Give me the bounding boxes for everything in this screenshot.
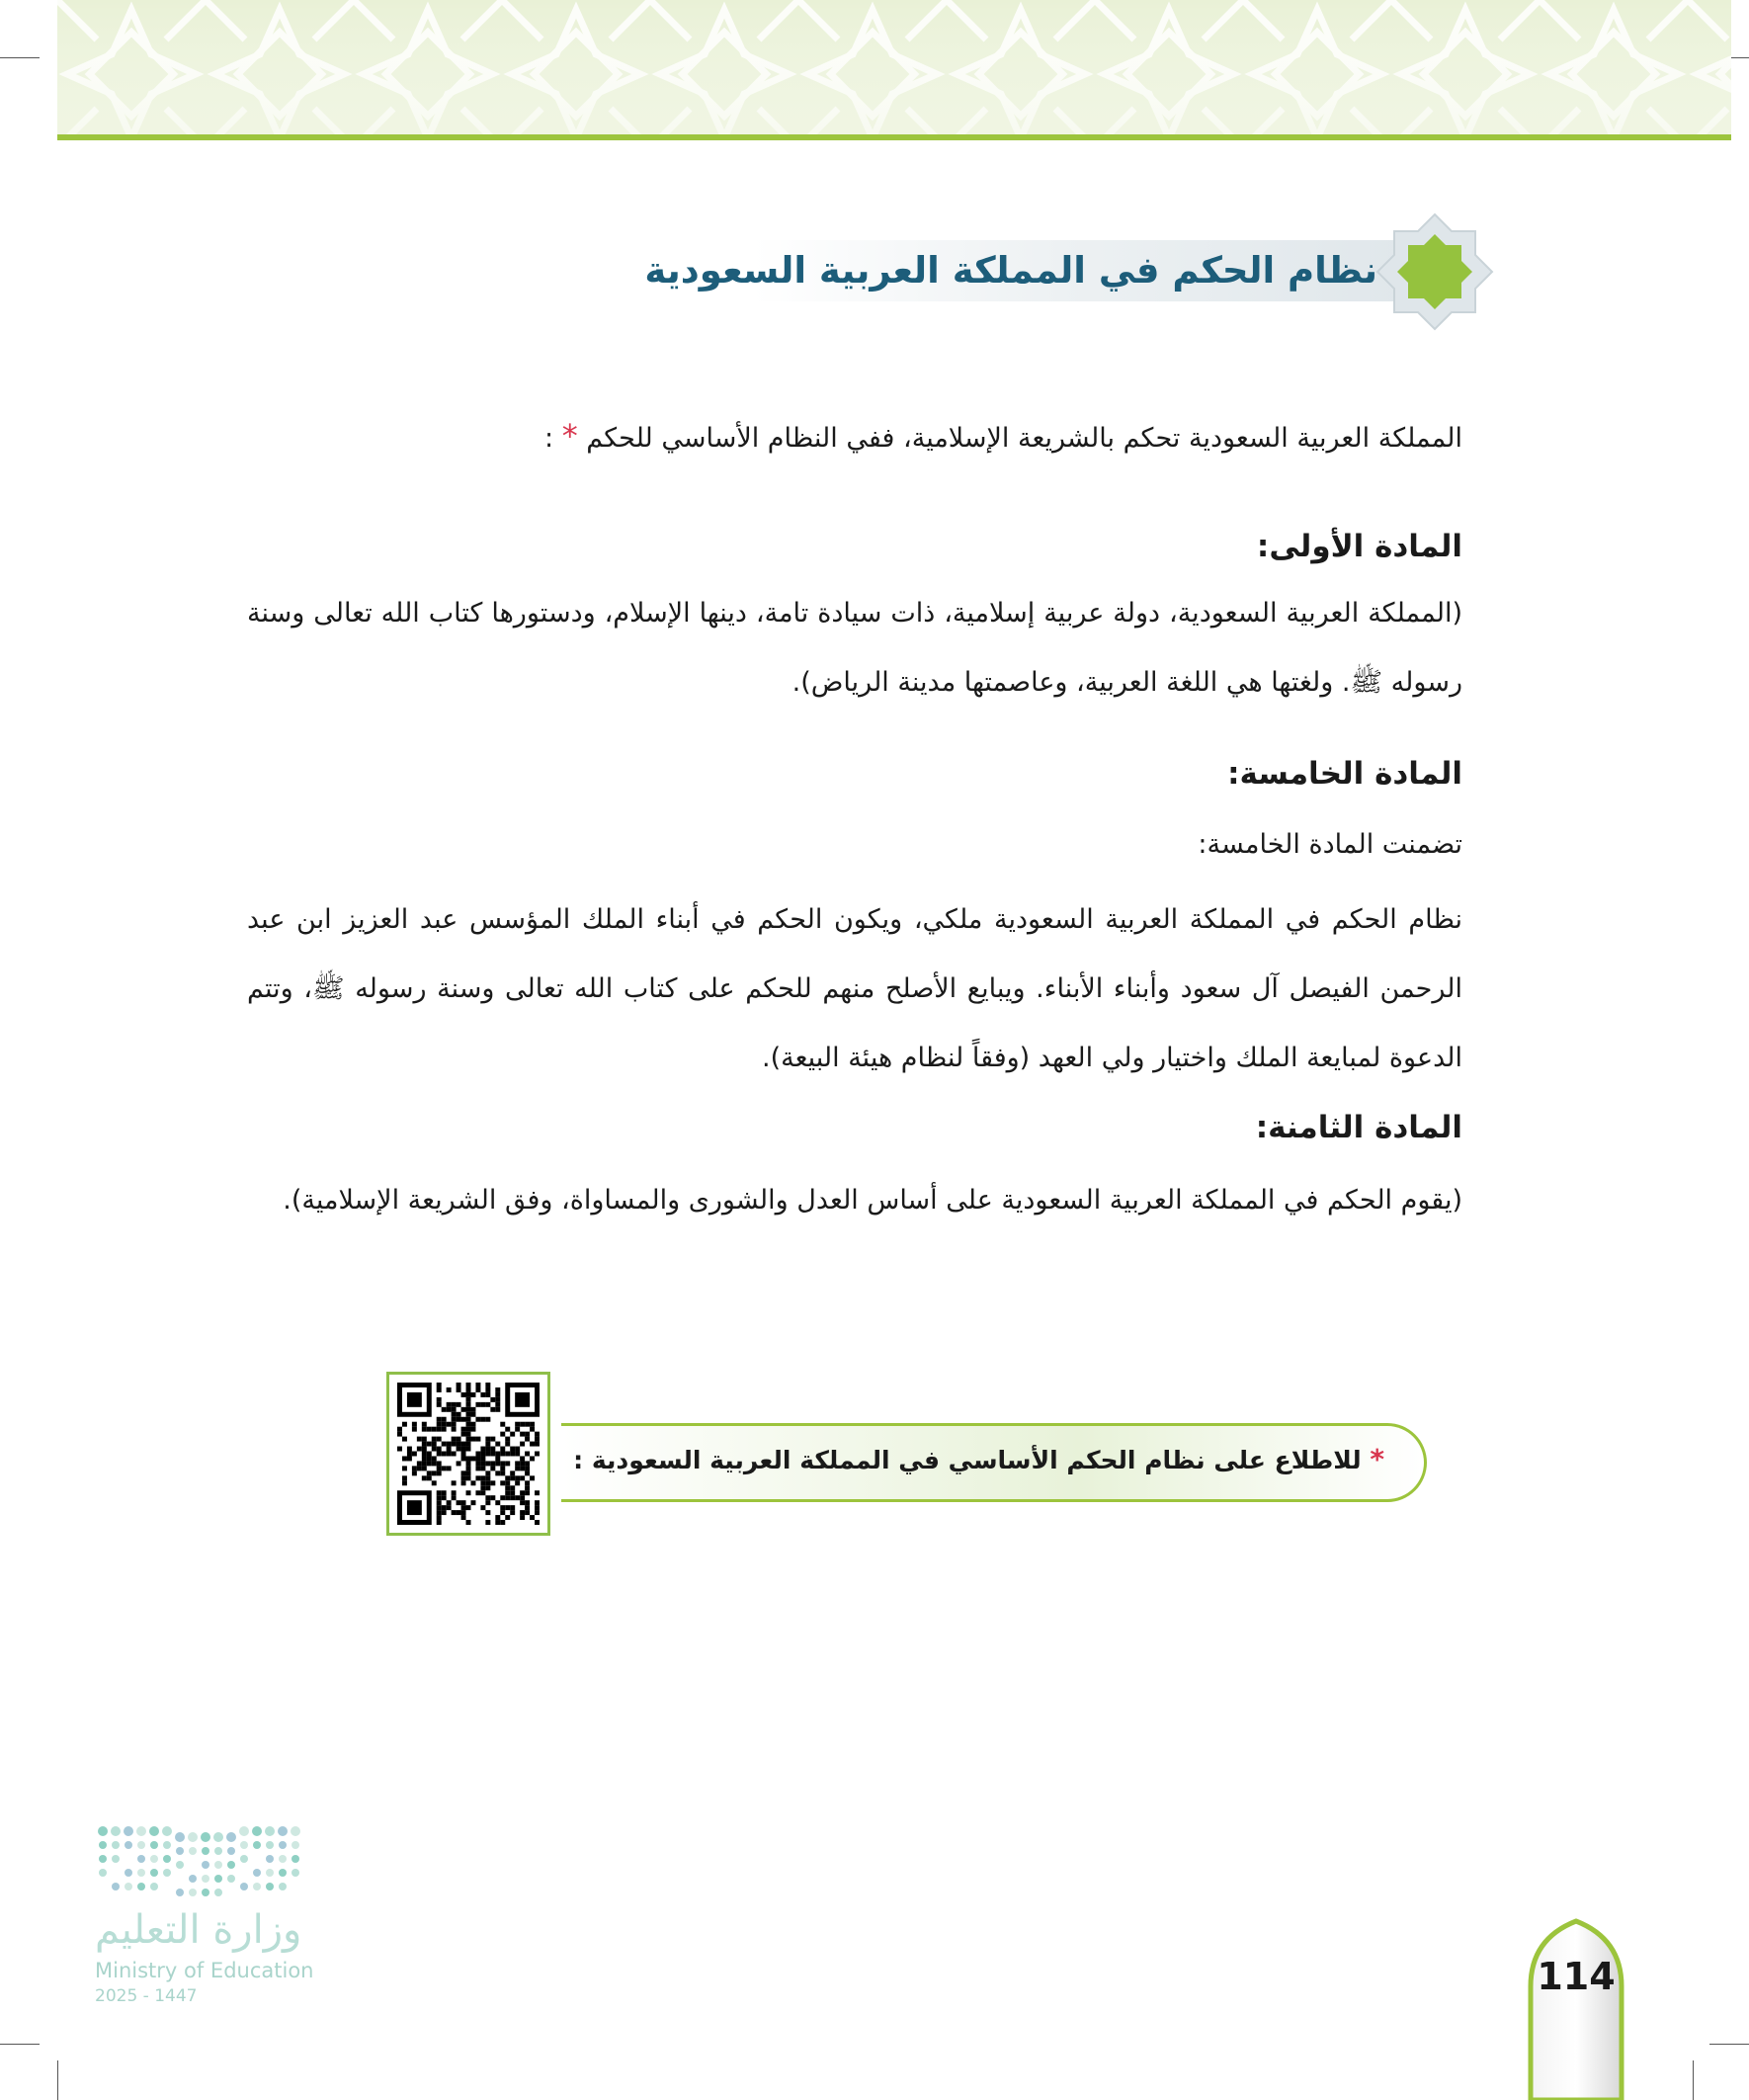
note-text xyxy=(573,1443,1384,1475)
octagram-star-icon xyxy=(1375,212,1494,331)
header-divider xyxy=(57,134,1731,140)
article-body-first: (المملكة العربية السعودية، دولة عربية إسلامية، ذات سيادة تامة، دينها الإسلام، ودستورها كتاب الله تعالى وسنة رسوله ﷺ. ولغتها هي اللغة العربية، وعاصمتها مدينة الرياض). xyxy=(247,598,1462,698)
note-asterisk: * xyxy=(1370,1443,1384,1475)
asterisk-footnote-marker: * xyxy=(561,417,578,455)
header-pattern-band xyxy=(57,0,1731,136)
crop-mark xyxy=(1709,2044,1749,2045)
ministry-logo-icon xyxy=(95,1823,312,1902)
edition-year: 2025 - 1447 xyxy=(95,1986,198,2006)
qr-code[interactable] xyxy=(386,1372,550,1536)
article-heading-fifth: المادة الخامسة: xyxy=(1227,756,1462,792)
page-title: نظام الحكم في المملكة العربية السعودية xyxy=(644,249,1377,292)
geometric-pattern-icon xyxy=(57,0,1731,136)
intro-colon: : xyxy=(543,423,554,454)
intro-text: المملكة العربية السعودية تحكم بالشريعة الإسلامية، ففي النظام الأساسي للحكم xyxy=(586,423,1462,454)
crop-mark xyxy=(0,57,40,58)
ministry-name-english: Ministry of Education xyxy=(95,1959,314,1982)
article-heading-first: المادة الأولى: xyxy=(1256,529,1462,564)
page-number-tab xyxy=(1525,1917,1627,2100)
crop-mark xyxy=(0,2044,40,2045)
crop-mark xyxy=(1693,2060,1694,2100)
note-callout xyxy=(561,1423,1427,1502)
crop-mark xyxy=(57,2060,58,2100)
qr-code-icon[interactable] xyxy=(397,1383,540,1525)
article-body-fifth: نظام الحكم في المملكة العربية السعودية ملكي، ويكون الحكم في أبناء الملك المؤسس عبد العزيز ابن عبد الرحمن الفيصل آل سعود وأبناء الأبناء. ويبايع الأصلح منهم للحكم على كتاب الله تعالى وسنة رسوله ﷺ، وتتم الدعوة لمبايعة الملك واختيار ولي العهد (وفقاً لنظام هيئة البيعة). xyxy=(247,904,1462,1073)
intro-paragraph xyxy=(247,413,1462,462)
article-subheading-fifth: تضمنت المادة الخامسة: xyxy=(1198,829,1462,860)
article-heading-eighth: المادة الثامنة: xyxy=(1255,1110,1462,1145)
page-number: 114 xyxy=(1537,1955,1616,1998)
article-body-eighth: (يقوم الحكم في المملكة العربية السعودية على أساس العدل والشورى والمساواة، وفق الشريعة الإسلامية). xyxy=(283,1185,1462,1216)
note-label: للاطلاع على نظام الحكم الأساسي في المملكة العربية السعودية : xyxy=(573,1446,1362,1474)
ministry-name-arabic: وزارة التعليم xyxy=(95,1907,302,1953)
section-title-banner xyxy=(644,212,1494,331)
